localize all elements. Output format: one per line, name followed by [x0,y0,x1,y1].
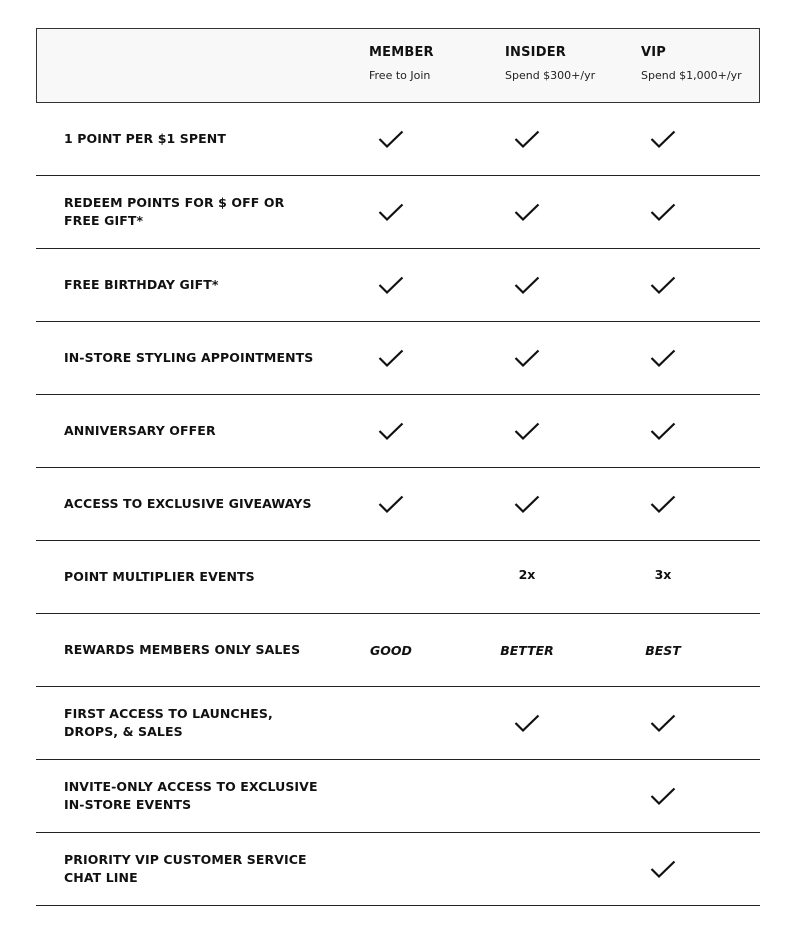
cell-value: BETTER [500,642,554,658]
tier-name: MEMBER [369,45,434,60]
tier-requirement: Spend $1,000+/yr [641,69,742,82]
cell-member [323,276,459,295]
table-row [36,322,760,395]
benefit-label: POINT MULTIPLIER EVENTS [64,569,255,584]
table-body [36,103,760,906]
cell-vip [595,860,731,879]
table-row [36,103,760,176]
cell-insider [459,567,595,582]
table-row [36,249,760,322]
table-row [36,176,760,249]
cell-vip [595,349,731,368]
cell-vip [595,495,731,514]
checkmark-icon [514,203,540,222]
table-header [36,28,760,103]
cell-value: 2x [518,566,536,582]
cell-vip [595,787,731,806]
cell-vip [595,714,731,733]
tier-name: VIP [641,45,667,60]
cell-member [323,130,459,149]
checkmark-icon [650,714,676,733]
checkmark-icon [514,276,540,295]
table-row [36,833,760,906]
cell-insider [459,349,595,368]
checkmark-icon [514,495,540,514]
benefit-label: REDEEM POINTS FOR $ OFF OR FREE GIFT* [64,195,285,228]
cell-vip [595,422,731,441]
table-row [36,760,760,833]
rewards-tier-comparison-table [36,28,760,906]
cell-member [323,203,459,222]
cell-insider [459,203,595,222]
benefit-label: PRIORITY VIP CUSTOMER SERVICE CHAT LINE [64,852,307,885]
benefit-label: FIRST ACCESS TO LAUNCHES, DROPS, & SALES [64,706,273,739]
table-row [36,614,760,687]
cell-insider [459,714,595,733]
tier-requirement: Free to Join [369,69,431,82]
checkmark-icon [650,276,676,295]
table-row [36,468,760,541]
cell-insider [459,130,595,149]
checkmark-icon [514,130,540,149]
tier-header-insider [460,29,596,102]
cell-member [323,495,459,514]
table-row [36,395,760,468]
cell-vip [595,203,731,222]
cell-vip [595,130,731,149]
checkmark-icon [650,130,676,149]
header-spacer [37,29,324,102]
benefit-label: INVITE-ONLY ACCESS TO EXCLUSIVE IN-STORE EVENTS [64,779,318,812]
cell-vip [595,567,731,582]
cell-insider [459,422,595,441]
checkmark-icon [378,422,404,441]
tier-requirement: Spend $300+/yr [505,69,596,82]
table-row [36,687,760,760]
checkmark-icon [650,860,676,879]
cell-value: 3x [654,566,672,582]
checkmark-icon [650,349,676,368]
cell-vip [595,643,731,658]
cell-insider [459,276,595,295]
benefit-label: REWARDS MEMBERS ONLY SALES [64,642,301,657]
checkmark-icon [378,130,404,149]
cell-insider [459,495,595,514]
benefit-label: ANNIVERSARY OFFER [64,423,216,438]
benefit-label: ACCESS TO EXCLUSIVE GIVEAWAYS [64,496,312,511]
benefit-label: IN-STORE STYLING APPOINTMENTS [64,350,314,365]
cell-member [323,422,459,441]
checkmark-icon [650,787,676,806]
checkmark-icon [650,203,676,222]
table-row [36,541,760,614]
checkmark-icon [378,349,404,368]
checkmark-icon [650,422,676,441]
cell-insider [459,643,595,658]
checkmark-icon [378,203,404,222]
tier-header-vip [596,29,742,102]
cell-member [323,349,459,368]
checkmark-icon [378,276,404,295]
tier-header-member [324,29,460,102]
cell-vip [595,276,731,295]
tier-name: INSIDER [505,45,566,60]
checkmark-icon [378,495,404,514]
benefit-label: 1 POINT PER $1 SPENT [64,131,226,146]
checkmark-icon [514,714,540,733]
cell-value: GOOD [370,642,412,658]
benefit-label: FREE BIRTHDAY GIFT* [64,277,219,292]
cell-value: BEST [645,642,681,658]
checkmark-icon [514,349,540,368]
cell-member [323,643,459,658]
checkmark-icon [514,422,540,441]
checkmark-icon [650,495,676,514]
